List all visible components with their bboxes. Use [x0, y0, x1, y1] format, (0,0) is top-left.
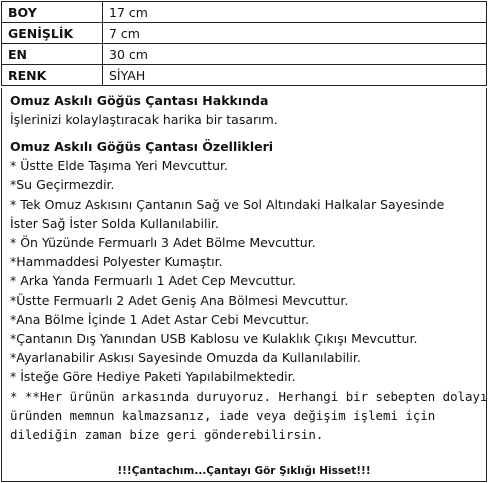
spec-row-renk [2, 65, 487, 86]
feature-item: *Üstte Fermuarlı 2 Adet Geniş Ana Bölmesi Mevcuttur. [10, 292, 349, 308]
feature-item: * Üstte Elde Taşıma Yeri Mevcuttur. [10, 158, 228, 174]
about-text: İşlerinizi kolaylaştıracak harika bir tasarım. [10, 112, 278, 127]
feature-item: İster Sağ İster Solda Kullanılabilir. [10, 215, 219, 231]
spec-key: GENİŞLİK [2, 23, 103, 44]
spec-key: EN [2, 44, 103, 65]
spec-row-genislik [2, 23, 487, 44]
spec-key: BOY [2, 2, 103, 23]
spec-row-en [2, 44, 487, 65]
feature-item: *Ana Bölme İçinde 1 Adet Astar Cebi Mevcuttur. [10, 311, 310, 327]
spec-row-boy [2, 2, 487, 23]
feature-item: *Çantanın Dış Yanından USB Kablosu ve Kulaklık Çıkışı Mevcuttur. [10, 331, 418, 347]
spec-key: RENK [2, 65, 103, 86]
feature-item: * Tek Omuz Askısını Çantanın Sağ ve Sol Altındaki Halkalar Sayesinde [10, 196, 445, 212]
about-title: Omuz Askılı Göğüs Çantası Hakkında [10, 93, 269, 108]
guarantee-note-line: üründen memnun kalmazsanız, iade veya değişim işlemi için [10, 407, 436, 423]
feature-item: *Ayarlanabilir Askısı Sayesinde Omuzda da Kullanılabilir. [10, 350, 361, 366]
guarantee-note-line: * **Her ürünün arkasında duruyoruz. Herhangi bir sebepten dolayı [10, 388, 488, 404]
description-panel [1, 88, 487, 482]
feature-item: * Arka Yanda Fermuarlı 1 Adet Cep Mevcuttur. [10, 273, 297, 289]
feature-item: * Ön Yüzünde Fermuarlı 3 Adet Bölme Mevcuttur. [10, 235, 316, 251]
feature-item: *Hammaddesi Polyester Kumaştır. [10, 254, 223, 270]
spec-value: SİYAH [103, 65, 487, 86]
spec-value: 17 cm [103, 2, 487, 23]
feature-item: *Su Geçirmezdir. [10, 177, 115, 193]
slogan-footer: !!!Çantachım...Çantayı Gör Şıklığı Hisset!!! [117, 465, 371, 477]
spec-table [1, 1, 487, 86]
guarantee-note-line: dilediğin zaman bize geri gönderebilirsin. [10, 427, 324, 443]
feature-item: * İsteğe Göre Hediye Paketi Yapılabilmektedir. [10, 369, 296, 385]
features-title: Omuz Askılı Göğüs Çantası Özellikleri [10, 139, 274, 155]
spec-value: 30 cm [103, 44, 487, 65]
spec-value: 7 cm [103, 23, 487, 44]
